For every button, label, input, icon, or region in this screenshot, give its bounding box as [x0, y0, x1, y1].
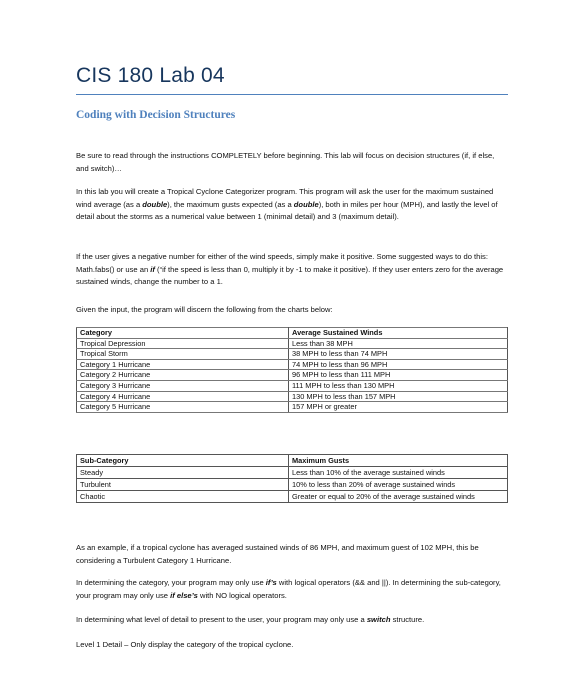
- text-span: with logical operators (&& and ||). In determining the sub-category, your program may only use: [76, 578, 501, 600]
- title-underline: [76, 94, 508, 95]
- intro-paragraph: Be sure to read through the instructions COMPLETELY before beginning. This lab will focus on decision structures (if, if else, and switch)…: [76, 151, 495, 173]
- table-header-row: [77, 455, 508, 467]
- table-row: [77, 491, 508, 503]
- emphasis-text: switch: [366, 615, 391, 624]
- category-table: [76, 327, 508, 413]
- subcategory-table: [76, 454, 508, 503]
- table-row: [77, 338, 508, 349]
- table-row: [77, 359, 508, 370]
- table-row: [77, 380, 508, 391]
- table-cell: Category 3 Hurricane: [77, 380, 289, 391]
- category-rules-paragraph: [76, 577, 508, 602]
- table-cell: Category 4 Hurricane: [77, 391, 289, 402]
- table-row: [77, 370, 508, 381]
- table-row: [77, 467, 508, 479]
- table-cell: Steady: [77, 467, 289, 479]
- table-cell: Tropical Storm: [77, 349, 289, 360]
- table-cell: Chaotic: [77, 491, 289, 503]
- emphasis-text: if else’s: [170, 590, 198, 600]
- table-header-cell: Category: [77, 328, 289, 339]
- table-row: [77, 391, 508, 402]
- table-cell: 96 MPH to less than 111 MPH: [289, 370, 508, 381]
- table-cell: Tropical Depression: [77, 338, 289, 349]
- table-row: [77, 349, 508, 360]
- text-span: In determining the category, your program may only use: [76, 578, 266, 587]
- table-cell: 10% to less than 20% of average sustained winds: [289, 479, 508, 491]
- text-span: ), both in miles per hour (MPH), and lastly the level of detail about the storms as a numerical value between 1 (minimal detail) and 3 (maximum detail).: [76, 199, 498, 222]
- table-header-cell: Sub-Category: [77, 455, 289, 467]
- table-header-cell: Average Sustained Winds: [289, 328, 508, 339]
- table-cell: Less than 38 MPH: [289, 338, 508, 349]
- table-cell: 157 MPH or greater: [289, 402, 508, 413]
- emphasis-text: double: [142, 199, 168, 209]
- detail-level-paragraph: [76, 614, 508, 627]
- table-cell: 111 MPH to less than 130 MPH: [289, 380, 508, 391]
- example-paragraph: As an example, if a tropical cyclone has averaged sustained winds of 86 MPH, and maximum guest of 102 MPH, this be considering a Turbulent Category 1 Hurricane.: [76, 543, 479, 565]
- table-row: [77, 479, 508, 491]
- table-cell: Less than 10% of the average sustained winds: [289, 467, 508, 479]
- table-cell: Category 2 Hurricane: [77, 370, 289, 381]
- table-header-row: [77, 328, 508, 339]
- negative-input-paragraph: [76, 251, 508, 289]
- text-span: In this lab you will create a Tropical Cyclone Categorizer program. This program will ask the user for the maximum sustained wind average (as a: [76, 187, 494, 209]
- table-cell: Category 1 Hurricane: [77, 359, 289, 370]
- doc-title: CIS 180 Lab 04: [76, 64, 225, 87]
- table-cell: 74 MPH to less than 96 MPH: [289, 359, 508, 370]
- table-cell: Category 5 Hurricane: [77, 402, 289, 413]
- emphasis-text: double: [293, 199, 319, 209]
- text-span: structure.: [390, 615, 425, 624]
- emphasis-text: if’s: [265, 578, 277, 587]
- table-header-cell: Maximum Gusts: [289, 455, 508, 467]
- table-cell: 38 MPH to less than 74 MPH: [289, 349, 508, 360]
- text-span: In determining what level of detail to present to the user, your program may only use a: [76, 615, 367, 624]
- table-cell: Greater or equal to 20% of the average sustained winds: [289, 491, 508, 503]
- level1-detail-paragraph: Level 1 Detail – Only display the category of the tropical cyclone.: [76, 640, 294, 649]
- table-row: [77, 402, 508, 413]
- text-span: ), the maximum gusts expected (as a: [167, 199, 294, 209]
- text-span: If the user gives a negative number for either of the wind speeds, simply make it positive. Some suggested ways to do this: Math.fabs() or use an: [76, 252, 488, 274]
- charts-intro-paragraph: Given the input, the program will discern the following from the charts below:: [76, 305, 333, 314]
- table-cell: 130 MPH to less than 157 MPH: [289, 391, 508, 402]
- text-span: (“if the speed is less than 0, multiply it by -1 to make it positive). If they user enters zero for the average sustained winds, change the number to a 1.: [76, 264, 504, 287]
- emphasis-text: if: [150, 264, 155, 274]
- program-description-paragraph: [76, 186, 508, 224]
- doc-subtitle: Coding with Decision Structures: [76, 109, 236, 121]
- table-cell: Turbulent: [77, 479, 289, 491]
- text-span: with NO logical operators.: [197, 590, 287, 600]
